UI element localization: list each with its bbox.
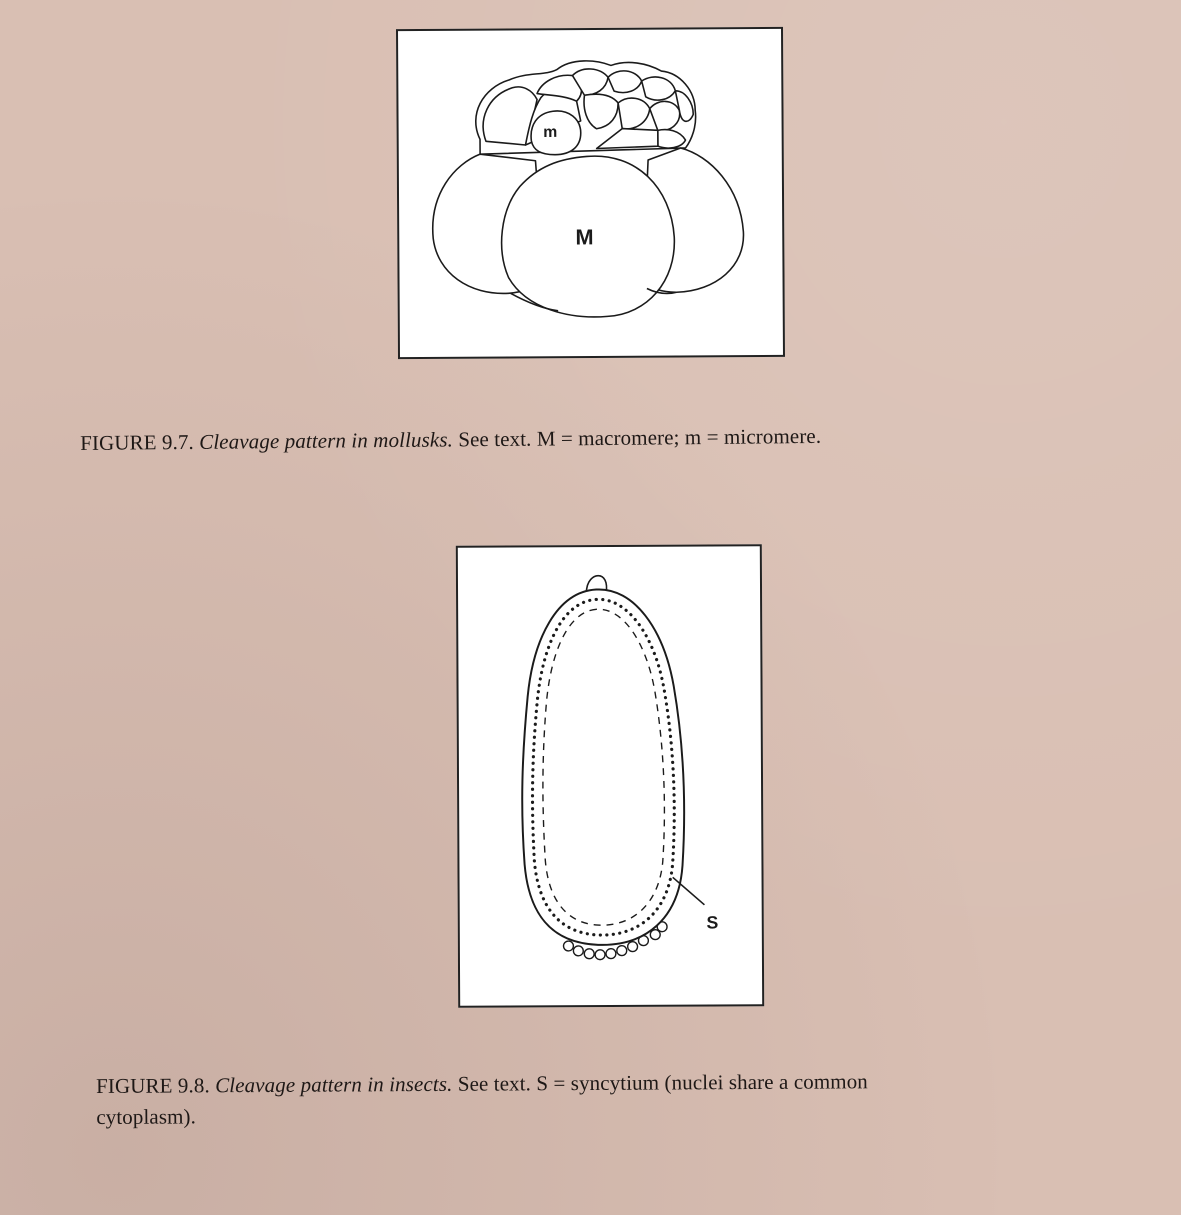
figure-title: Cleavage pattern in mollusks. (199, 427, 454, 454)
insect-cleavage-drawing (458, 546, 762, 1006)
caption-text: See text. M = macromere; m = micromere. (458, 423, 822, 452)
label-S: S (706, 912, 719, 933)
caption-line-1 (96, 1066, 868, 1102)
caption-line-2: cytoplasm). (96, 1104, 197, 1129)
figure-9-7-caption (80, 421, 821, 459)
egg-membrane (521, 589, 685, 945)
mollusk-cleavage-drawing (398, 29, 783, 357)
figure-9-8-diagram (456, 544, 764, 1008)
caption-text: See text. S = syncytium (nuclei share a common (457, 1069, 868, 1096)
figure-number: FIGURE 9.8. (96, 1073, 210, 1098)
figure-9-8-caption (96, 1066, 868, 1133)
label-m: m (543, 123, 558, 141)
figure-title: Cleavage pattern in insects. (215, 1071, 453, 1098)
label-M: M (575, 224, 594, 250)
figure-number: FIGURE 9.7. (80, 429, 194, 455)
figure-9-7-diagram (396, 27, 785, 359)
